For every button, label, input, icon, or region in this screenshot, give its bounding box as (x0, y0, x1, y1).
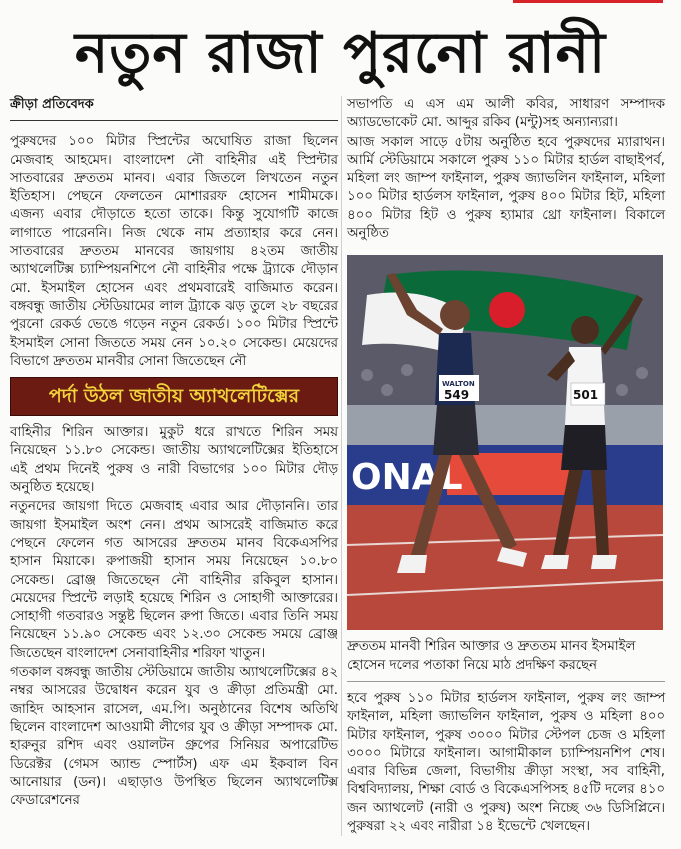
article-paragraph: সভাপতি এ এস এম আলী কবির, সাধারণ সম্পাদক অ্যাডভোকেট মো. আব্দুর রকিব (মন্টু)সহ অন্যান্যরা। (347, 97, 665, 131)
page-bottom-edge (0, 838, 681, 849)
banner-text: ONAL (351, 457, 463, 499)
article-paragraph: হবে পুরুষ ১১০ মিটার হার্ডলস ফাইনাল, পুরুষ লং জাম্প ফাইনাল, মহিলা জ্যাভলিন ফাইনাল, পুরুষ ও মহিলা ৪০০ মিটার ফাইনাল, পুরুষ ৩০০০ মিটার স্টেপল চেজ ও মহিলা ৩০০০ মিটারে ফাইনাল। আগামীকাল চ্যাম্পিয়নশিপ শেষ। এবার বিভিন্ন জেলা, বিভাগীয় ক্রীড়া সংস্থা, সব বাহিনী, বিশ্ববিদ্যালয়, শিক্ষা বোর্ড ও বিকেএসপিসহ ৪৫টি দলের ৪১০ জন অ্যাথলেট (নারী ও পুরুষ) অংশ নিচ্ছে ৩৬ ডিসিপ্লিনে। পুরুষরা ২২ এবং নারীরা ১৪ ইভেন্টে খেলছেন। (347, 690, 665, 835)
article-paragraph: পুরুষদের ১০০ মিটার স্প্রিন্টের অঘোষিত রাজা ছিলেন মেজবাহ আহমেদ। বাংলাদেশ নৌ বাহিনীর এই স্প্রিন্টার সাতবারের দ্রুততম মানব। এবার জিতলে লিখতেন নতুন ইতিহাস। পেছনে ফেলতেন মোশাররফ হোসেন শামীমকে। এজন্য এবার দৌড়াতে হতো তাকে। কিন্তু সুযোগটি কাজে লাগাতে পারেননি। নিজ থেকে নাম প্রত্যাহার করে নেন। সাতবারের দ্রুততম মানবের জায়গায় ৪২তম জাতীয় অ্যাথলেটিক্স চ্যাম্পিয়নশিপে নৌ বাহিনীর পক্ষে ট্র্যাকে দৌড়ান মো. ইসমাইল হোসেন এবং প্রথমবারেই বাজিমাত করেন। বঙ্গবন্ধু জাতীয় স্টেডিয়ামের লাল ট্র্যাকে ঝড় তুলে ২৮ বছরের পুরনো রেকর্ড ভেঙে গড়েন নতুন রেকর্ড। ১০০ মিটার স্প্রিন্টে ইসমাইল সোনা জিততে সময় নেন ১০.২০ সেকেন্ড। মেয়েদের বিভাগে দ্রুততম মানবীর সোনা জিতেছেন নৌ (10, 134, 338, 369)
top-accent-bar (513, 0, 663, 3)
article-paragraph: গতকাল বঙ্গবন্ধু জাতীয় স্টেডিয়ামে জাতীয় অ্যাথলেটিক্সের ৪২ নম্বর আসরের উদ্বোধন করেন যুব ও ক্রীড়া প্রতিমন্ত্রী মো. জাহিদ আহসান রাসেল, এম.পি। অনুষ্ঠানের বিশেষ অতিথি ছিলেন বাংলাদেশ আওয়ামী লীগের যুব ও ক্রীড়া সম্পাদক মো. হারুনুর রশিদ এবং ওয়ালটন গ্রুপের সিনিয়র অপারেটিভ ডিরেক্টর (গেমস অ্যান্ড স্পোর্টস) এফ এম ইকবাল বিন আনোয়ার (ডন)। এছাড়াও উপস্থিত ছিলেন অ্যাথলেটিক্স ফেডারেশনের (10, 665, 338, 809)
byline: ক্রীড়া প্রতিবেদক (10, 96, 338, 121)
article-paragraph: আজ সকাল সাড়ে ৫টায় অনুষ্ঠিত হবে পুরুষদের ম্যারাথন। আর্মি স্টেডিয়ামে সকালে পুরুষ ১১০ মিটার হার্ডল বাছাইপর্ব, মহিলা লং জাম্প ফাইনাল, পুরুষ জ্যাভলিন ফাইনাল, মহিলা ১০০ মিটার হার্ডলস ফাইনাল, পুরুষ ৪০০ মিটার হিট, মহিলা ৪০০ মিটার হিট ও পুরুষ হ্যামার থ্রো ফাইনাল। বিকালে অনুষ্ঠিত (347, 134, 665, 242)
subheading: পর্দা উঠল জাতীয় অ্যাথলেটিক্সের (10, 377, 338, 416)
right-column (347, 96, 665, 837)
flag-red-disc (489, 292, 525, 328)
bib-left-brand: WALTON (442, 380, 475, 389)
article-paragraph: নতুনদের জায়গা দিতে মেজবাহ এবার আর দৌড়াননি। তার জায়গা ইসমাইল অংশ নেন। প্রথম আসরেই বাজিমাত করে পেছনে ফেলেন গত আসরের দ্রুততম মানব বিকেএসপির হাসান মিয়াকে। রুপাজয়ী হাসান সময় নিয়েছেন ১০.৮০ সেকেন্ড। ব্রোঞ্জ জিতেছেন নৌ বাহিনীর রকিবুল হাসান। মেয়েদের স্প্রিন্টে লড়াই হয়েছে শিরিন ও সোহাগী আক্তারের। সোহাগী গতবারও সন্তুষ্ট ছিলেন রুপা জিতে। এবার তিনি সময় নিয়েছেন ১১.৯০ সেকেন্ড এবং ১২.৩০ সেকেন্ড সময়ে ব্রোঞ্জ জিতেছেন বাংলাদেশ সেনাবাহিনীর শরিফা খাতুন। (10, 499, 338, 661)
headline: নতুন রাজা পুরনো রানী (74, 21, 607, 86)
bib-right-number: 501 (573, 388, 599, 403)
photo-illustration (347, 255, 663, 630)
column-divider (341, 96, 342, 836)
athletes-photo (347, 255, 663, 630)
article-paragraph: বাহিনীর শিরিন আক্তার। মুকুট ধরে রাখতে শিরিন সময় নিয়েছেন ১১.৮০ সেকেন্ড। জাতীয় অ্যাথলেটিক্সের ইতিহাসে এই প্রথম দিনেই পুরুষ ও নারী বিভাগের ১০০ মিটার দৌড় অনুষ্ঠিত হয়েছে। (10, 425, 338, 496)
stand-railing (347, 405, 663, 445)
left-column (10, 96, 338, 811)
photo-caption: দ্রুততম মানবী শিরিন আক্তার ও দ্রুততম মানব ইসমাইল হোসেন দলের পতাকা নিয়ে মাঠ প্রদক্ষিণ করছেন (347, 638, 665, 682)
bib-left-number: 549 (444, 388, 470, 403)
